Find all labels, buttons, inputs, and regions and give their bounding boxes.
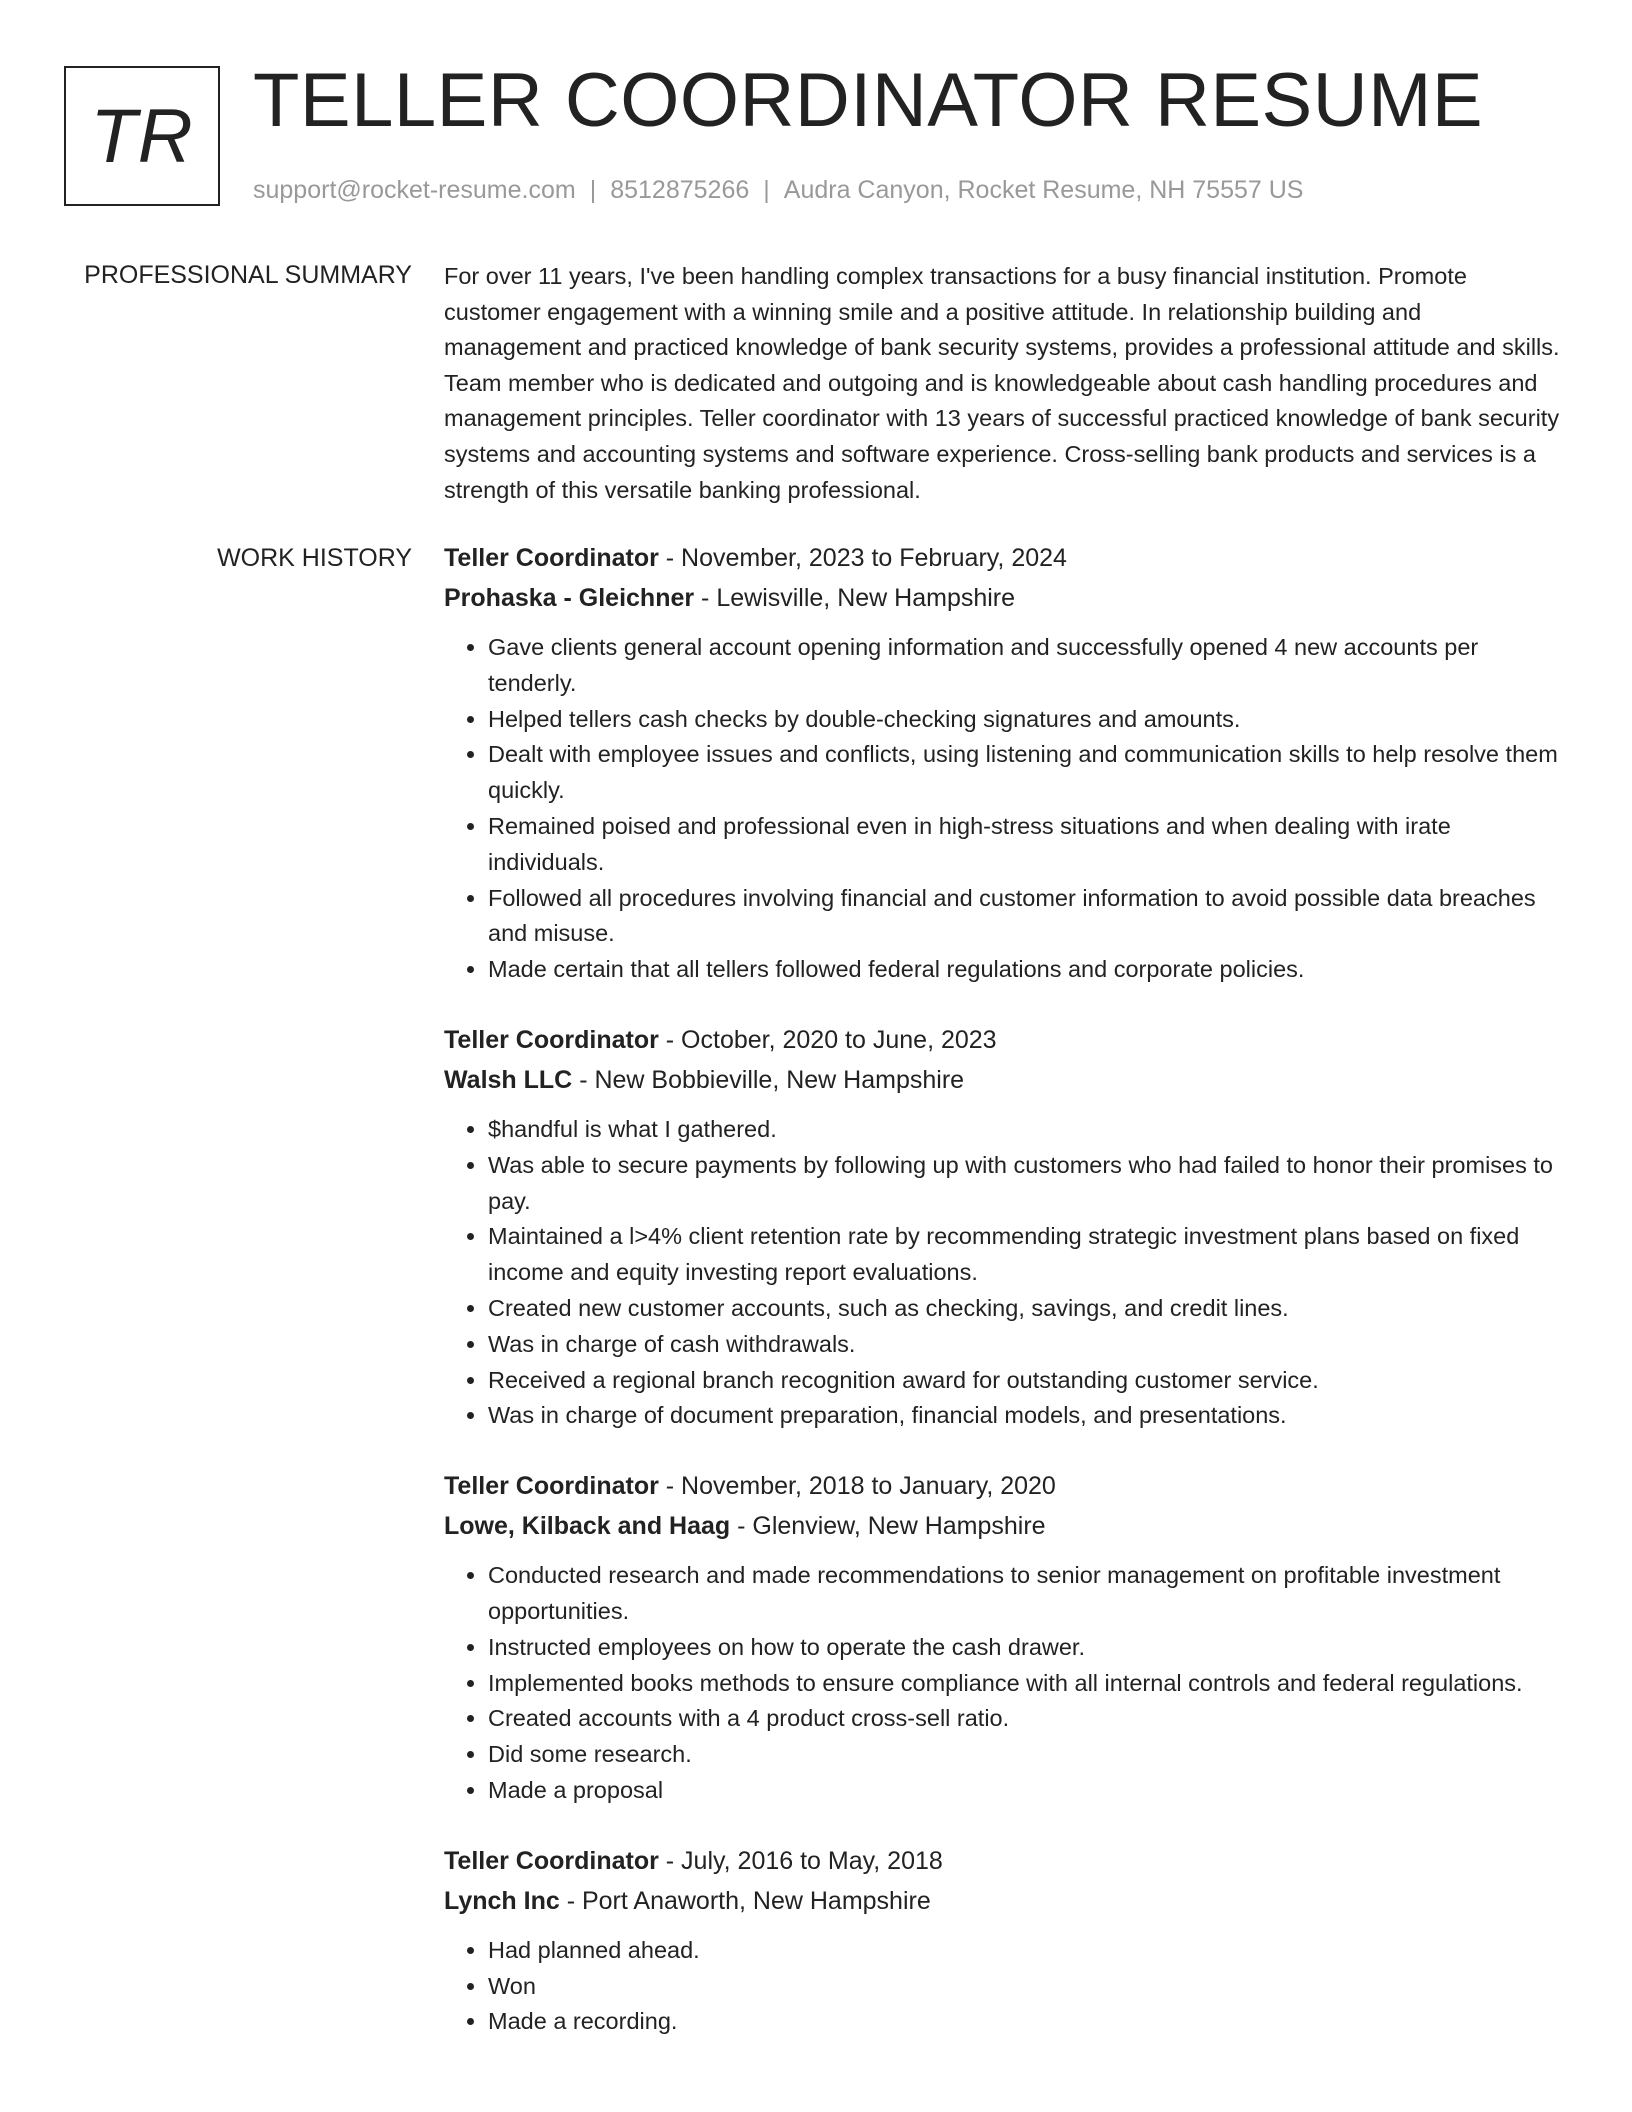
job-bullet: • Gave clients general account opening information and successfully opened 4 new accounts per tenderly. [488, 630, 1564, 702]
work-history-section [444, 538, 1564, 2072]
job-company-line [444, 578, 1564, 618]
job-bullet: • Implemented books methods to ensure compliance with all internal controls and federal regulations. [488, 1666, 1564, 1702]
contact-separator: | [589, 176, 597, 204]
job-bullet: • Won [488, 1969, 1564, 2005]
job-title-line [444, 1841, 1564, 1881]
job-bullet: • Was able to secure payments by following up with customers who had failed to honor their promises to pay. [488, 1148, 1564, 1220]
job-title: Teller Coordinator [444, 1472, 659, 1501]
job-bullet: • Was in charge of cash withdrawals. [488, 1327, 1564, 1363]
job-bullet-list [444, 1558, 1564, 1809]
job-bullet: • Dealt with employee issues and conflicts, using listening and communication skills to help resolve them quickly. [488, 737, 1564, 809]
job-bullet: • Created new customer accounts, such as checking, savings, and credit lines. [488, 1291, 1564, 1327]
summary-section [444, 259, 1564, 508]
job-bullet: • Received a regional branch recognition award for outstanding customer service. [488, 1363, 1564, 1399]
job-bullet: • Had planned ahead. [488, 1933, 1564, 1969]
job-bullet: • Conducted research and made recommendations to senior management on profitable investment opportunities. [488, 1558, 1564, 1630]
job-company: Walsh LLC [444, 1065, 573, 1094]
job-entry [444, 1841, 1564, 2040]
job-bullet-list [444, 630, 1564, 988]
job-dates: - October, 2020 to June, 2023 [658, 1025, 997, 1054]
job-title-line [444, 1020, 1564, 1060]
job-company-line [444, 1060, 1564, 1100]
contact-email[interactable]: support@rocket-resume.com [253, 176, 576, 204]
job-bullet: • Remained poised and professional even in high-stress situations and when dealing with irate individuals. [488, 809, 1564, 881]
job-title: Teller Coordinator [444, 1025, 659, 1054]
job-bullet-list [444, 1112, 1564, 1434]
job-title: Teller Coordinator [444, 1846, 659, 1875]
summary-section-label: PROFESSIONAL SUMMARY [84, 261, 412, 289]
job-bullet: • Made a proposal [488, 1773, 1564, 1809]
job-title-line [444, 538, 1564, 578]
job-company: Lynch Inc [444, 1886, 560, 1915]
contact-separator: | [763, 176, 770, 204]
job-bullet: • Helped tellers cash checks by double-checking signatures and amounts. [488, 702, 1564, 738]
job-bullet: • Instructed employees on how to operate the cash drawer. [488, 1630, 1564, 1666]
job-company: Lowe, Kilback and Haag [444, 1512, 731, 1541]
monogram-logo: TR [64, 66, 220, 206]
job-bullet: • Made certain that all tellers followed federal regulations and corporate policies. [488, 952, 1564, 988]
page-title: TELLER COORDINATOR RESUME [253, 58, 1484, 143]
summary-text: For over 11 years, I've been handling complex transactions for a busy financial institution. Promote customer engagement with a winning smile and a positive attitude. In relationship building and management and practiced knowledge of bank security systems, provides a professional attitude and skills. Team member who is dedicated and outgoing and is knowledgeable about cash handling procedures and management principles. Teller coordinator with 13 years of successful practiced knowledge of bank security systems and accounting systems and software experience. Cross-selling bank products and services is a strength of this versatile banking professional. [444, 263, 1560, 503]
job-bullet: • $handful is what I gathered. [488, 1112, 1564, 1148]
contact-phone[interactable]: 8512875266 [610, 176, 750, 204]
job-location: - Glenview, New Hampshire [730, 1512, 1046, 1541]
job-bullet: • Followed all procedures involving financial and customer information to avoid possible data breaches and misuse. [488, 881, 1564, 953]
job-location: - Port Anaworth, New Hampshire [559, 1886, 931, 1915]
job-bullet: • Did some research. [488, 1737, 1564, 1773]
job-bullet-list [444, 1933, 1564, 2040]
job-bullet: • Made a recording. [488, 2004, 1564, 2040]
job-dates: - November, 2018 to January, 2020 [658, 1472, 1056, 1501]
job-bullet: • Was in charge of document preparation, financial models, and presentations. [488, 1398, 1564, 1434]
job-company-line [444, 1881, 1564, 1921]
job-entry [444, 1466, 1564, 1809]
job-dates: - November, 2023 to February, 2024 [658, 544, 1067, 572]
job-company: Prohaska - Gleichner [444, 584, 695, 612]
job-location: - New Bobbieville, New Hampshire [572, 1065, 965, 1094]
job-company-line [444, 1506, 1564, 1546]
work-history-section-label: WORK HISTORY [217, 544, 412, 572]
contact-line [253, 173, 1303, 207]
job-entry [444, 1020, 1564, 1434]
job-dates: - July, 2016 to May, 2018 [658, 1846, 943, 1875]
job-bullet: • Maintained a l>4% client retention rate by recommending strategic investment plans based on fixed income and equity investing report evaluations. [488, 1219, 1564, 1291]
job-entry [444, 538, 1564, 988]
job-title-line [444, 1466, 1564, 1506]
job-location: - Lewisville, New Hampshire [694, 584, 1016, 612]
job-bullet: • Created accounts with a 4 product cross-sell ratio. [488, 1701, 1564, 1737]
job-title: Teller Coordinator [444, 544, 659, 572]
contact-address: Audra Canyon, Rocket Resume, NH 75557 US [783, 176, 1304, 204]
